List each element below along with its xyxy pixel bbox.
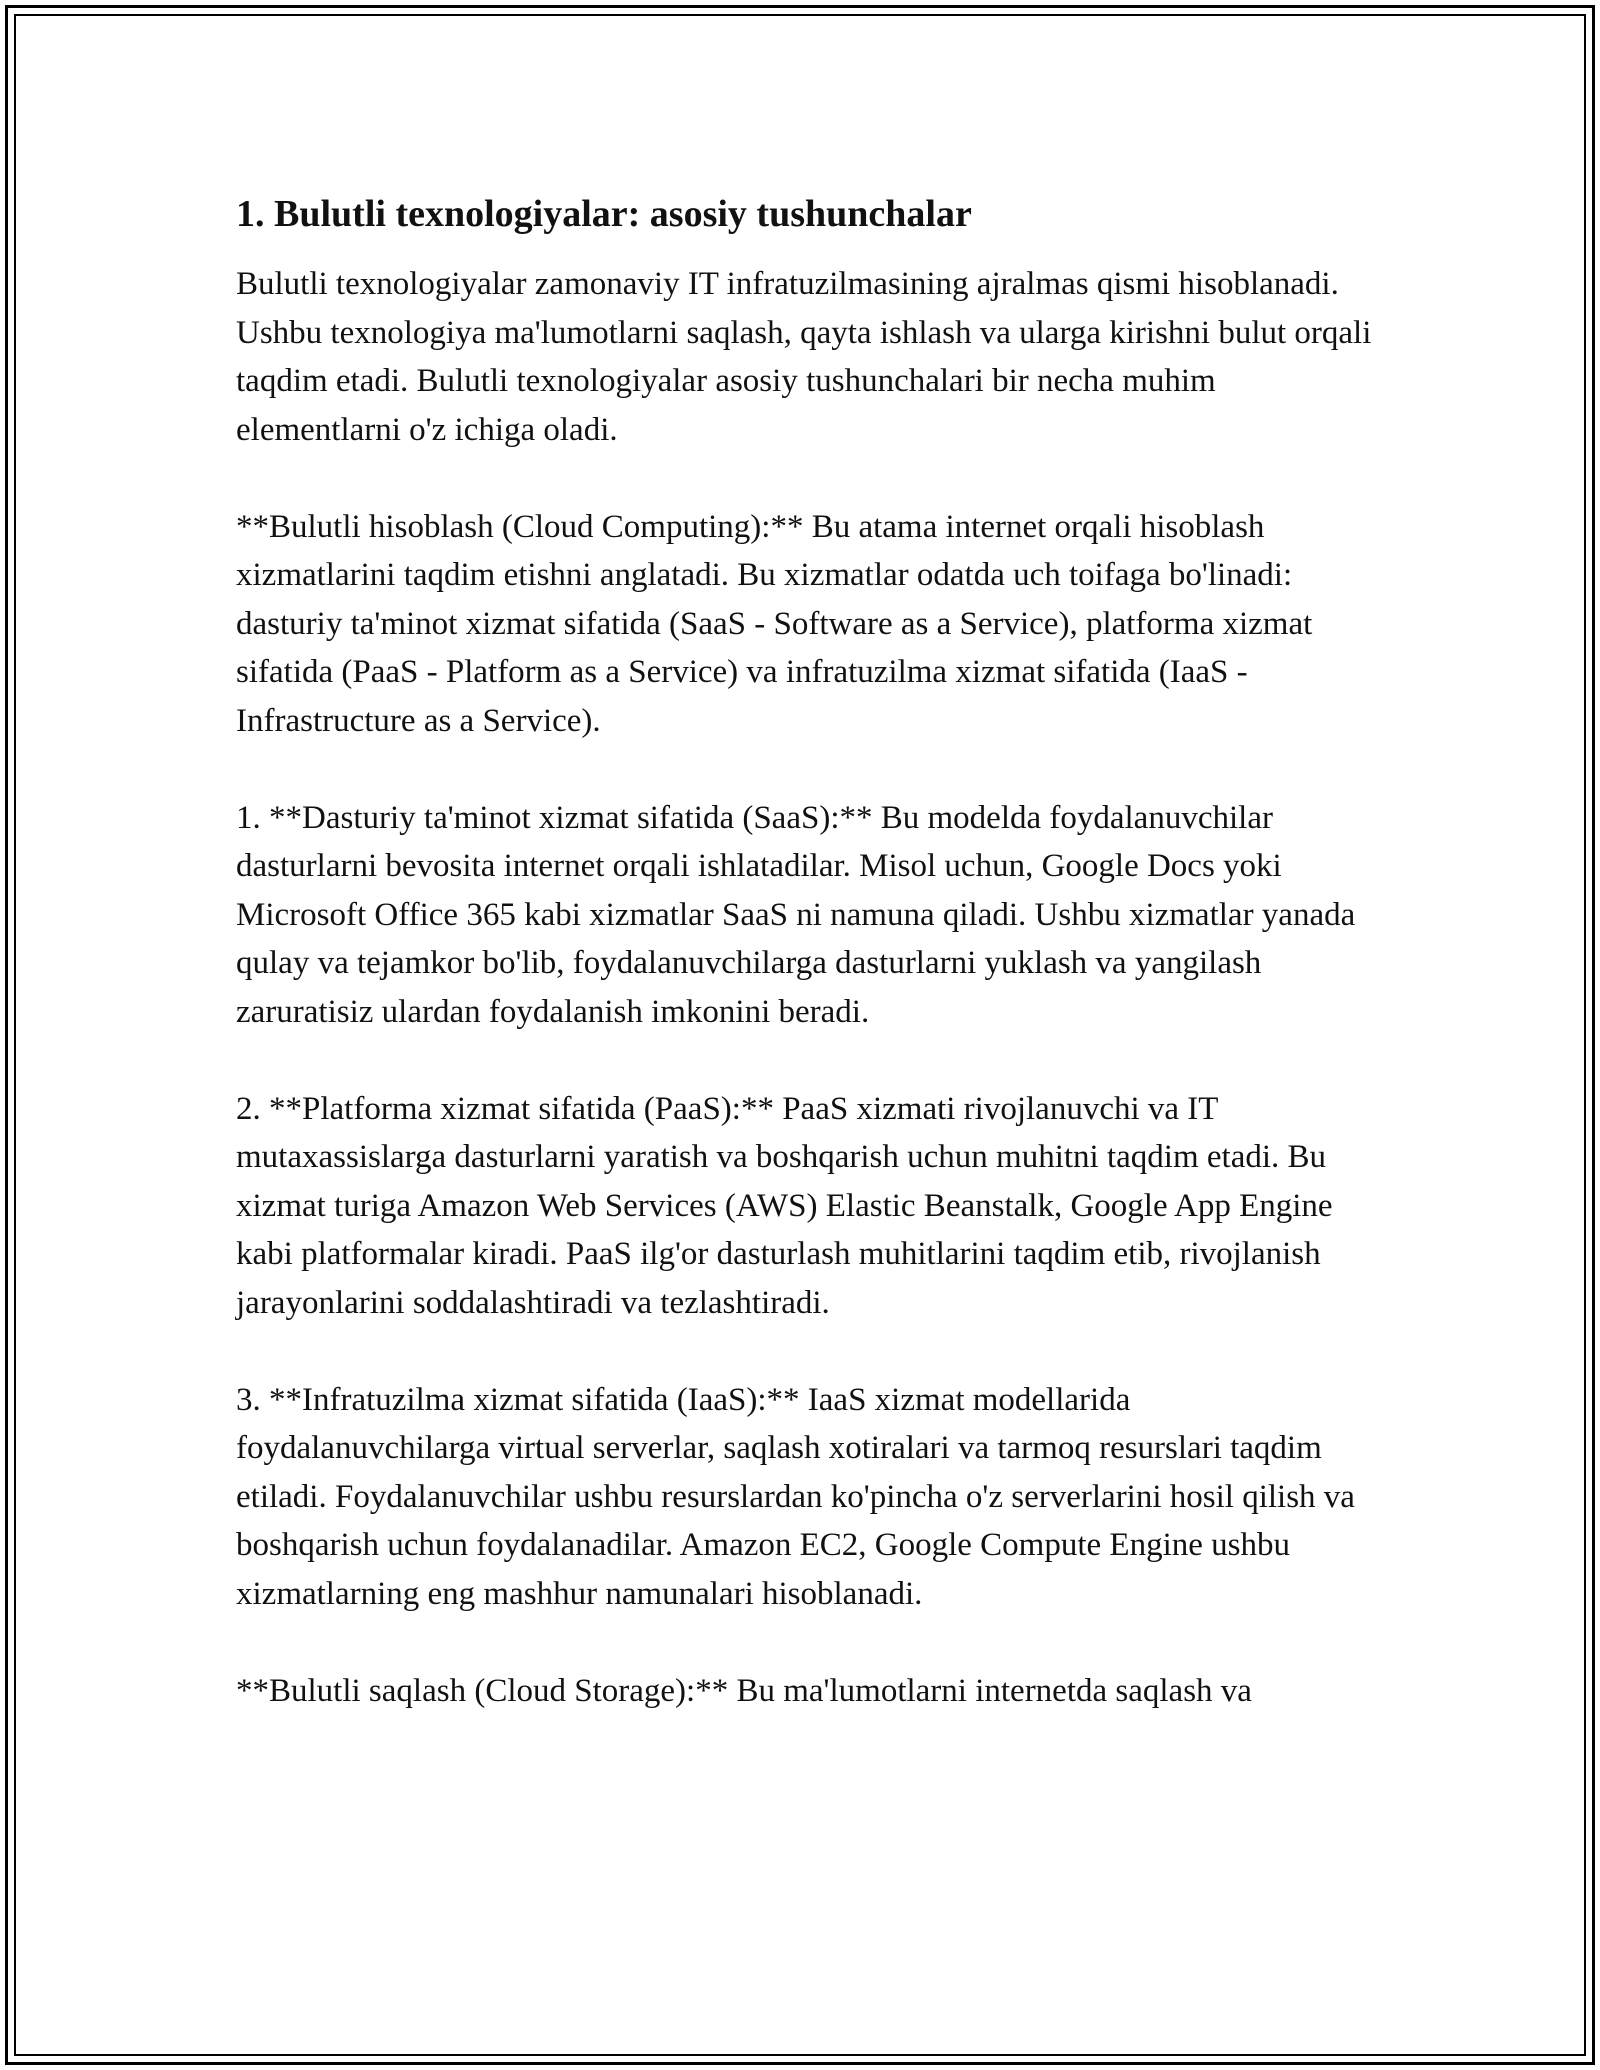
document-title: 1. Bulutli texnologiyalar: asosiy tushunchalar — [236, 193, 972, 235]
paragraph-cloud-storage: **Bulutli saqlash (Cloud Storage):** Bu ma'lumotlarni internetda saqlash va — [236, 1672, 1252, 1709]
paragraph-paas: 2. **Platforma xizmat sifatida (PaaS):** PaaS xizmati rivojlanuvchi va IT mutaxassislarga dasturlarni yaratish va boshqarish uchun muhitni taqdim etadi. Bu xizmat turiga Amazon Web Services (AWS) Elastic Beanstalk, Google App Engine kabi platformalar kiradi. PaaS ilg'or dasturlash muhitlarini taqdim etib, rivojlanish jarayonlarini soddalashtiradi va tezlashtiradi. — [236, 1090, 1333, 1321]
paragraph-intro: Bulutli texnologiyalar zamonaviy IT infratuzilmasining ajralmas qismi hisoblanadi. Ushbu texnologiya ma'lumotlarni saqlash, qayta ishlash va ularga kirishni bulut orqali taqdim etadi. Bulutli texnologiyalar asosiy tushunchalari bir necha muhim elementlarni o'z ichiga oladi. — [236, 266, 1372, 448]
paragraph-saas: 1. **Dasturiy ta'minot xizmat sifatida (SaaS):** Bu modelda foydalanuvchilar dasturlarni bevosita internet orqali ishlatadilar. Misol uchun, Google Docs yoki Microsoft Office 365 kabi xizmatlar SaaS ni namuna qiladi. Ushbu xizmatlar yanada qulay va tejamkor bo'lib, foydalanuvchilarga dasturlarni yuklash va yangilash zaruratisiz ulardan foydalanish imkonini beradi. — [236, 799, 1356, 1030]
paragraph-cloud-computing: **Bulutli hisoblash (Cloud Computing):** Bu atama internet orqali hisoblash xizmatlarini taqdim etishni anglatadi. Bu xizmatlar odatda uch toifaga bo'linadi: dasturiy ta'minot xizmat sifatida (SaaS - Software as a Service), platforma xizmat sifatida (PaaS - Platform as a Service) va infratuzilma xizmat sifatida (IaaS - Infrastructure as a Service). — [236, 508, 1313, 739]
paragraph-iaas: 3. **Infratuzilma xizmat sifatida (IaaS):** IaaS xizmat modellarida foydalanuvchilarga virtual serverlar, saqlash xotiralari va tarmoq resurslari taqdim etiladi. Foydalanuvchilar ushbu resurslardan ko'pincha o'z serverlarini hosil qilish va boshqarish uchun foydalanadilar. Amazon EC2, Google Compute Engine ushbu xizmatlarning eng mashhur namunalari hisoblanadi. — [236, 1381, 1355, 1612]
document-body — [236, 190, 1386, 1764]
